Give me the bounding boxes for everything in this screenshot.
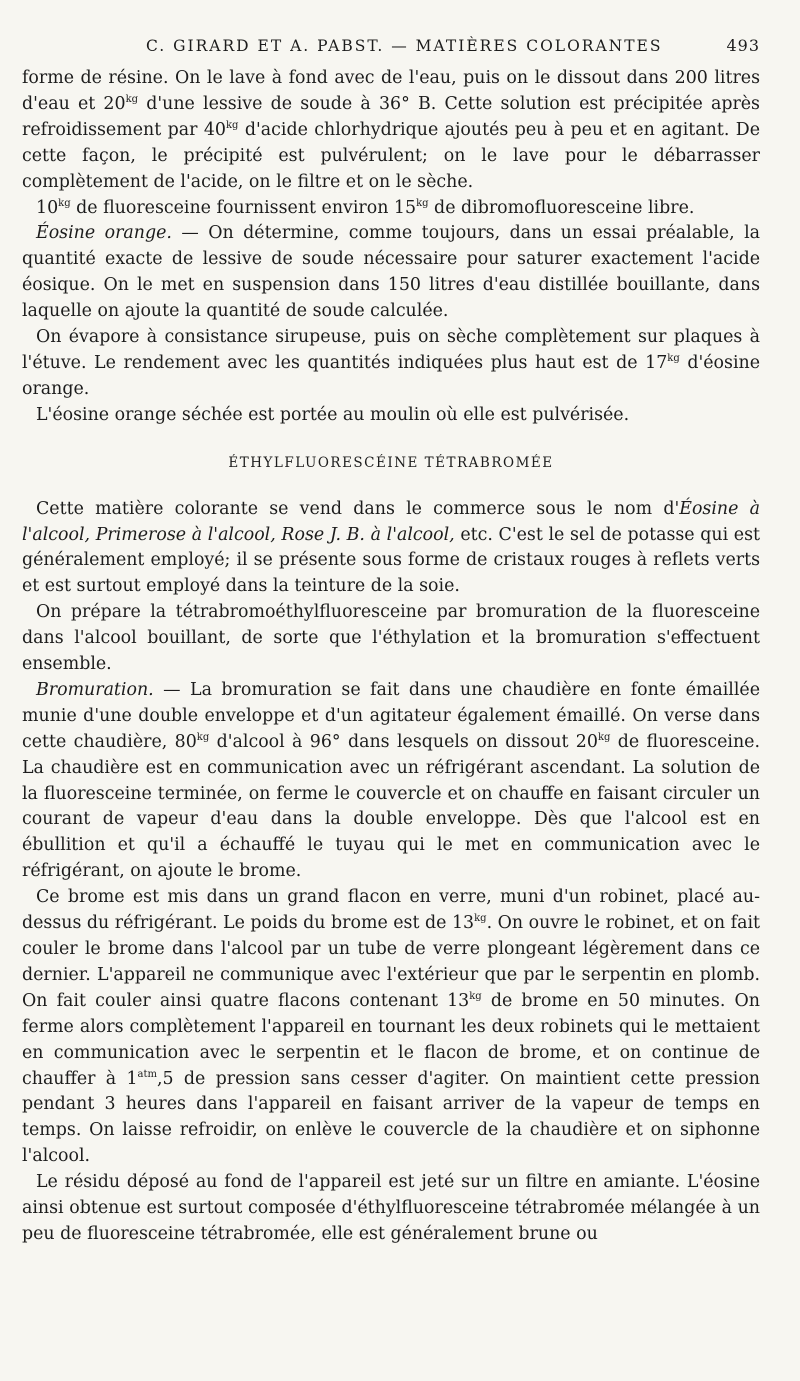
paragraph-brome-flacon: Ce brome est mis dans un grand flacon en verre, muni d'un robinet, placé au-dessus du réfrigérant. Le poids du brome est de $13^{kg}$. On ouvre le robinet, et on fait couler le brome dans l'alcool par un tube de verre plongeant légèrement dans ce dernier. L'appareil ne communique avec l'extérieur que par le serpentin en plomb. On fait couler ainsi quatre flacons contenant $13^{kg}$ de brome en 50 minutes. On ferme alors complètement l'appareil en tournant les deux robinets qui le mettaient en communication avec le serpentin et le flacon de brome, et on continue de chauffer à $1^{atm},5$ de pression sans cesser d'agiter. On maintient cette pression pendant 3 heures dans l'appareil en faisant arriver de la vapeur de temps en temps. On laisse refroidir, on enlève le couvercle de la chaudière et on siphonne l'alcool. (22, 887, 760, 1167)
paragraph-preparation: On prépare la tétrabromoéthylfluoresceine par bromuration de la fluoresceine dans l'alcool bouillant, de sorte que l'éthylation et la bromuration s'effectuent ensemble. (22, 602, 760, 675)
paragraph-evaporation: On évapore à consistance sirupeuse, puis on sèche complètement sur plaques à l'étuve. Le rendement avec les quantités indiquées plus haut est de $17^{kg}$ d'éosine orange. (22, 327, 760, 399)
paragraph-commerce-names: Cette matière colorante se vend dans le commerce sous le nom d'Éosine à l'alcool, Primerose à l'alcool, Rose J. B. à l'alcool, etc. C'est le sel de potasse qui est généralement employé; il se présente sous forme de cristaux rouges à reflets verts et est surtout employé dans la teinture de la soie. (22, 498, 760, 597)
paragraph-bromuration: Bromuration. — La bromuration se fait dans une chaudière en fonte émaillée munie d'une double enveloppe et d'un agitateur également émaillé. On verse dans cette chaudière, $80^{kg}$ d'alcool à 96° dans lesquels on dissout $20^{kg}$ de fluoresceine. La chaudière est en communication avec un réfrigérant ascendant. La solution de la fluoresceine terminée, on ferme le couvercle et on chauffe en faisant circuler un courant de vapeur d'eau dans la double enveloppe. Dès que l'alcool est en ébullition et qu'il a échauffé le tuyau qui le met en communication avec le réfrigérant, on ajoute le brome. (22, 679, 760, 882)
section-heading: ÉTHYLFLUORESCÉINE TÉTRABROMÉE (228, 454, 554, 471)
paragraph-residu: Le résidu déposé au fond de l'appareil est jeté sur un filtre en amiante. L'éosine ainsi obtenue est surtout composée d'éthylfluoresceine tétrabromée mélangée à un peu de fluoresceine tétrabromée, elle est généralement brune ou (22, 1172, 760, 1244)
paragraph-resine: forme de résine. On le lave à fond avec de l'eau, puis on le dissout dans 200 litres d'eau et $20^{kg}$ d'une lessive de soude à 36° B. Cette solution est précipitée après refroidissement par $40^{kg}$ d'acide chlorhydrique ajoutés peu à peu et en agitant. De cette façon, le précipité est pulvérulent; on le lave pour le débarrasser complètement de l'acide, on le filtre et on le sèche. (22, 68, 760, 192)
paragraph-yield-dibromo: $10^{kg}$ de fluoresceine fournissent environ $15^{kg}$ de dibromofluoresceine libre. (36, 197, 695, 218)
paragraph-moulin: L'éosine orange séchée est portée au moulin où elle est pulvérisée. (36, 404, 630, 425)
page-number: 493 (726, 36, 760, 55)
paragraph-eosine-orange: Éosine orange. — On détermine, comme toujours, dans un essai préalable, la quantité exacte de lessive de soude nécessaire pour saturer exactement l'acide éosique. On le met en suspension dans 150 litres d'eau distillée bouillante, dans laquelle on ajoute la quantité de soude calculée. (22, 223, 761, 322)
page-body (22, 66, 760, 1248)
running-header (22, 36, 760, 66)
running-title: C. GIRARD ET A. PABST. — MATIÈRES COLORANTES (145, 37, 663, 55)
